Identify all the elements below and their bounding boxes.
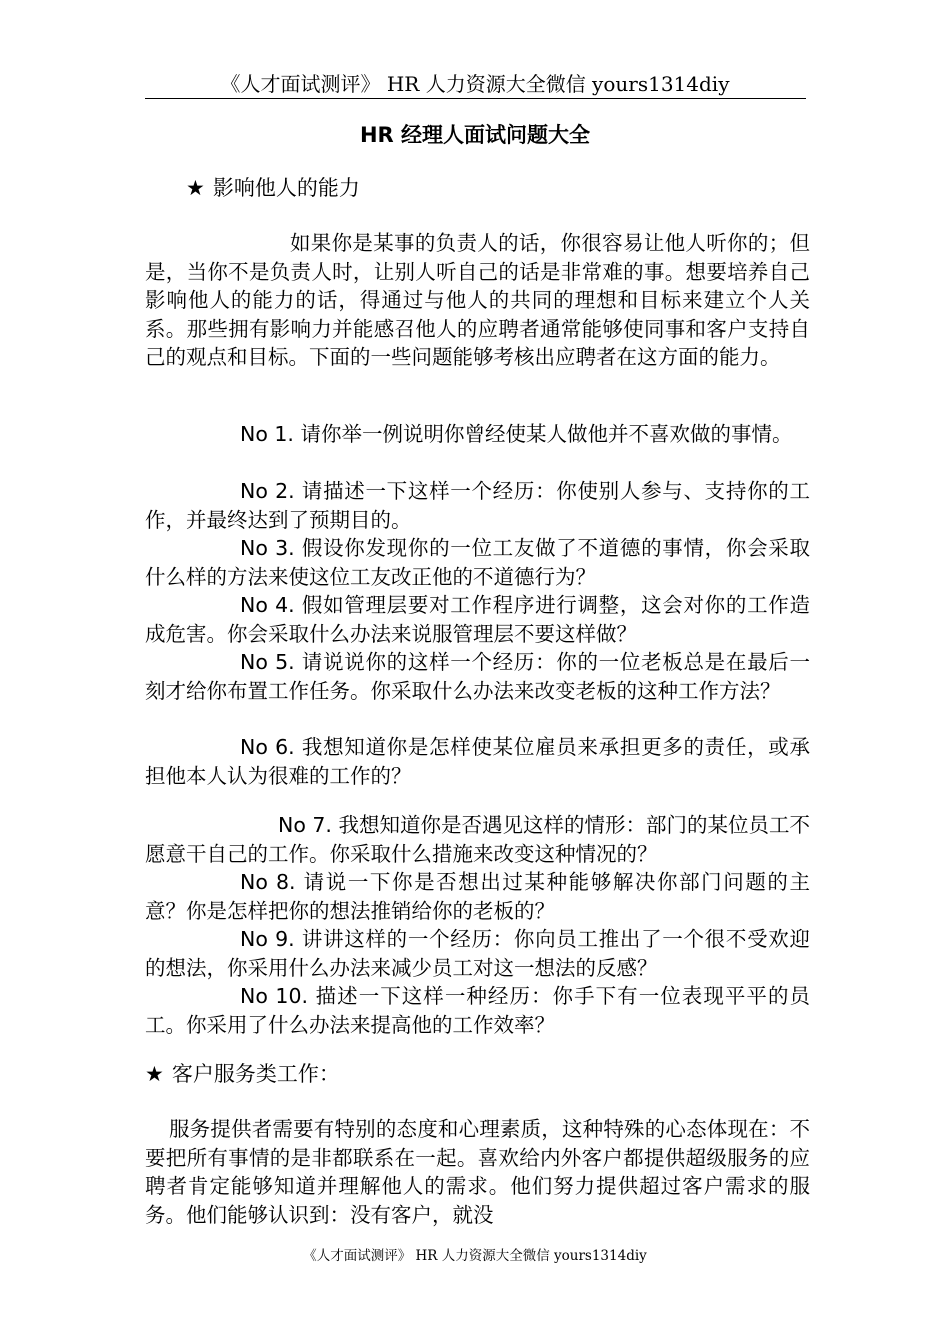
section-heading-text: 影响他人的能力	[212, 176, 360, 200]
question-item	[145, 925, 810, 982]
question-number: No 5.	[240, 650, 295, 674]
question-text: 描述一下这样一种经历：你手下有一位表现平平的员工。你采用了什么办法来提高他的工作效率？	[145, 984, 810, 1037]
document-title: HR 经理人面试问题大全	[359, 123, 591, 147]
question-item	[145, 648, 810, 705]
question-text: 假如管理层要对工作程序进行调整，这会对你的工作造成危害。你会采取什么办法来说服管理层不要这样做？	[145, 593, 810, 646]
question-text: 我想知道你是怎样使某位雇员来承担更多的责任，或承担他本人认为很难的工作的？	[145, 735, 810, 788]
question-item	[145, 982, 810, 1039]
question-number: No 4.	[240, 593, 295, 617]
question-item	[145, 534, 810, 591]
question-item	[145, 811, 810, 868]
section-heading-text: 客户服务类工作：	[171, 1062, 340, 1086]
section-intro-paragraph: 服务提供者需要有特别的态度和心理素质，这种特殊的心态体现在：不要把所有事情的是非都联系在一起。喜欢给内外客户都提供超级服务的应聘者肯定能够知道并理解他人的需求。他们努力提供超过客户需求的服务。他们能够认识到：没有客户，就没	[145, 1117, 810, 1227]
question-text: 我想知道你是否遇见这样的情形：部门的某位员工不愿意干自己的工作。你采取什么措施来改变这种情况的？	[145, 813, 811, 866]
question-text: 请说说你的这样一个经历：你的一位老板总是在最后一刻才给你布置工作任务。你采取什么办法来改变老板的这种工作方法？	[145, 650, 810, 703]
question-number: No 7.	[278, 813, 332, 837]
star-icon: ★	[186, 176, 205, 200]
question-item	[145, 868, 810, 925]
question-number: No 10.	[240, 984, 309, 1008]
page-header: 《人才面试测评》 HR 人力资源大全微信 yours1314diy	[220, 72, 730, 96]
question-number: No 8.	[240, 870, 296, 894]
section-intro-paragraph: 如果你是某事的负责人的话，你很容易让他人听你的；但是，当你不是负责人时，让别人听自己的话是非常难的事。想要培养自己影响他人的能力的话，得通过与他人的共同的理想和目标来建立个人关系。那些拥有影响力并能感召他人的应聘者通常能够使同事和客户支持自己的观点和目标。下面的一些问题能够考核出应聘者在这方面的能力。	[145, 231, 810, 369]
question-text: 请你举一例说明你曾经使某人做他并不喜欢做的事情。	[300, 422, 793, 446]
header-divider	[145, 98, 806, 99]
star-icon: ★	[145, 1062, 164, 1086]
question-number: No 3.	[240, 536, 295, 560]
page-footer: 《人才面试测评》 HR 人力资源大全微信 yours1314diy	[303, 1248, 647, 1264]
question-number: No 6.	[240, 735, 295, 759]
question-number: No 9.	[240, 927, 295, 951]
question-item	[145, 420, 810, 449]
question-number: No 1.	[240, 422, 294, 446]
question-text: 讲讲这样的一个经历：你向员工推出了一个很不受欢迎的想法，你采用什么办法来减少员工对这一想法的反感？	[145, 927, 810, 980]
question-item	[145, 733, 810, 790]
question-item	[145, 591, 810, 648]
question-text: 请描述一下这样一个经历：你使别人参与、支持你的工作，并最终达到了预期目的。	[145, 479, 810, 532]
question-text: 请说一下你是否想出过某种能够解决你部门问题的主意？你是怎样把你的想法推销给你的老板的？	[145, 870, 811, 923]
section-heading-customer-service	[145, 1060, 340, 1088]
question-text: 假设你发现你的一位工友做了不道德的事情，你会采取什么样的方法来使这位工友改正他的不道德行为？	[145, 536, 810, 589]
question-number: No 2.	[240, 479, 295, 503]
section-heading-influence	[186, 174, 360, 202]
question-item	[145, 477, 810, 534]
